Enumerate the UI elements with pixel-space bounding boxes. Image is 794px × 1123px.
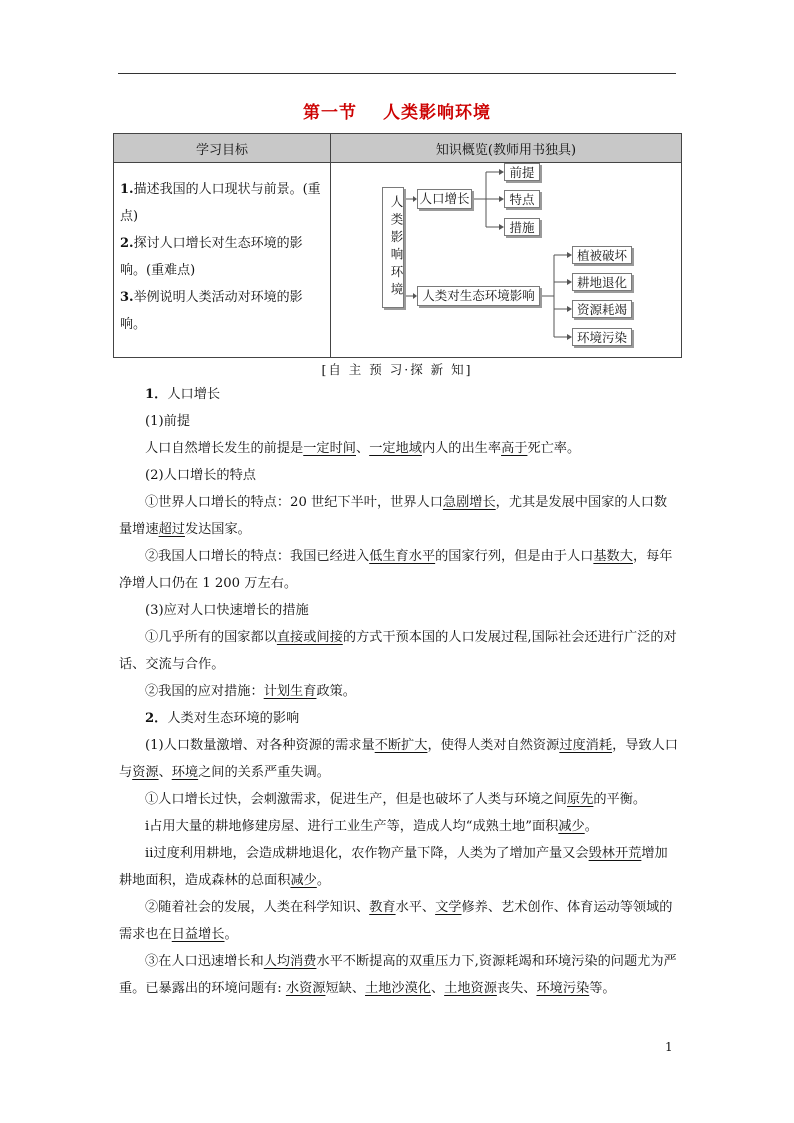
mindmap-leaf: 前提 [504,163,540,181]
page-title [0,98,794,123]
mindmap-leaf: 措施 [504,218,540,236]
title-text: 人类影响环境 [383,103,491,123]
mindmap-root: 人类影响环境 [382,187,404,308]
paragraph: ①世界人口增长的特点：20 世纪下半叶，世界人口急剧增长，尤其是发展中国家的人口数量增速超过发达国家。 [119,495,668,537]
mindmap-leaf: 特点 [504,190,540,208]
table-header-overview: 知识概览(教师用书独具) [435,143,577,158]
paragraph: (1)人口数量激增、对各种资源的需求量不断扩大，使得人类对自然资源过度消耗，导致人口与资源、环境之间的关系严重失调。 [119,738,678,780]
paragraph: ①几乎所有的国家都以直接或间接的方式干预本国的人口发展过程,国际社会还进行广泛的对话、交流与合作。 [119,630,677,672]
body-text [119,381,678,1002]
paragraph: 人口自然增长发生的前提是一定时间、一定地域内人的出生率高于死亡率。 [145,441,581,456]
paragraph: ②我国人口增长的特点：我国已经进入低生育水平的国家行列，但是由于人口基数大，每年净增人口仍在 1 200 万左右。 [119,549,673,591]
section-tag: [自 主 预 习·探 新 知] [321,362,473,377]
subheading: (2)人口增长的特点 [145,468,256,483]
mindmap-leaf: 耕地退化 [572,273,632,291]
subheading: (1)前提 [145,414,191,429]
mindmap-branch-ecology: 人类对生态环境影响 [417,286,540,306]
goal-item: 2.探讨人口增长对生态环境的影响。(重难点) [120,236,303,278]
goal-item: 3.举例说明人类活动对环境的影响。 [120,290,303,332]
mindmap-leaf: 植被破坏 [572,246,632,264]
goal-item: 1.描述我国的人口现状与前景。(重点) [120,182,321,224]
header-rule [118,73,676,74]
page-number: 1 [665,1040,673,1054]
paragraph: ⅱ过度利用耕地，会造成耕地退化，农作物产量下降，人类为了增加产量又会毁林开荒增加耕地面积，造成森林的总面积减少。 [119,846,668,888]
paragraph: ③在人口迅速增长和人均消费水平不断提高的双重压力下,资源耗竭和环境污染的问题尤为严重。已暴露出的环境问题有: 水资源短缺、土地沙漠化、土地资源丧失、环境污染等。 [119,954,677,996]
table-header-goals: 学习目标 [195,143,248,158]
heading-1: 1．人口增长 [145,387,221,402]
mindmap-branch-population: 人口增长 [417,189,472,209]
objectives-table [113,133,682,358]
paragraph: ①人口增长过快，会刺激需求，促进生产，但是也破坏了人类与环境之间原先的平衡。 [145,792,647,807]
paragraph: ②我国的应对措施：计划生育政策。 [145,684,356,699]
title-section-number: 第一节 [303,103,357,123]
subheading: (3)应对人口快速增长的措施 [145,603,309,618]
paragraph: ⅰ占用大量的耕地修建房屋、进行工业生产等，造成人均“成熟土地”面积减少。 [145,819,598,834]
heading-2: 2．人类对生态环境的影响 [145,711,300,726]
paragraph: ②随着社会的发展，人类在科学知识、教育水平、文学修养、艺术创作、体育运动等领域的需求也在日益增长。 [119,900,673,942]
mindmap-leaf: 资源耗竭 [572,300,632,318]
mindmap-leaf: 环境污染 [572,328,632,346]
